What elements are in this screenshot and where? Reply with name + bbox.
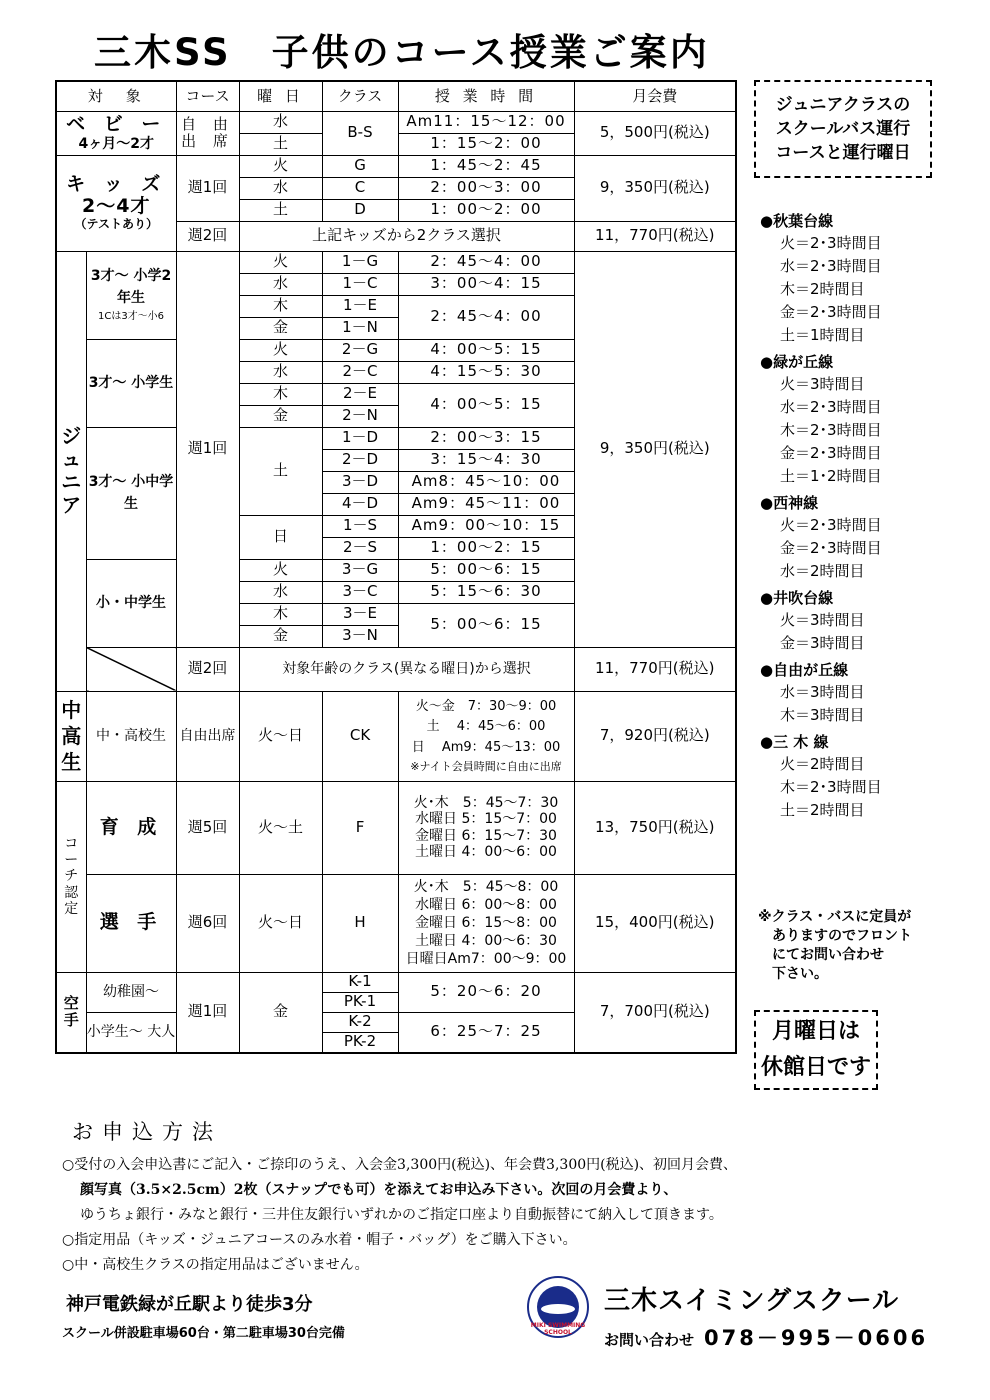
- closed-line: 休館日です: [760, 1055, 871, 1080]
- junior-time: 5：00〜6：15: [398, 603, 574, 647]
- junior-time: 5：15〜6：30: [398, 581, 574, 603]
- kids-target: [56, 155, 176, 251]
- route-line: 水＝2時間目: [780, 562, 865, 580]
- kids-age: 2〜4才: [82, 195, 151, 218]
- access-info: 神戸電鉄緑が丘駅より徒歩3分: [66, 1294, 313, 1315]
- route-line: 木＝2時間目: [780, 280, 865, 298]
- junior-class: 1－C: [322, 273, 398, 295]
- high-day: 火〜日: [239, 691, 322, 781]
- junior-select: 対象年齢のクラス(異なる曜日)から選択: [239, 647, 574, 691]
- route-line: 水＝2･3時間目: [780, 398, 882, 416]
- karate-time: 5：20〜6：20: [398, 972, 574, 1012]
- route-line: 火＝3時間目: [780, 611, 865, 629]
- junior-time: 3：00〜4：15: [398, 273, 574, 295]
- baby-fee: 5，500円(税込): [574, 111, 736, 155]
- route-line: 木＝2･3時間目: [780, 421, 882, 439]
- junior-time: 2：45〜4：00: [398, 251, 574, 273]
- high-time: 日 Am9：45〜13：00: [411, 739, 561, 755]
- junior-time: 4：00〜5：15: [398, 339, 574, 361]
- junior-class: 1－D: [322, 427, 398, 449]
- ikusei-label: 育 成: [86, 781, 176, 874]
- karate-fee: 7，700円(税込): [574, 972, 736, 1053]
- ikusei-time: 火･木 5：45〜7：30: [413, 795, 559, 812]
- kids-day: 土: [239, 199, 322, 221]
- apply-heading: お申込方法: [72, 1120, 222, 1144]
- karate-course: 週1回: [176, 972, 239, 1053]
- route-name: ●西神線: [760, 494, 819, 512]
- kids-time: 1：45〜2：45: [398, 155, 574, 177]
- junior-g1-note: 1Cは3才〜小6: [97, 311, 165, 323]
- high-fee: 7，920円(税込): [574, 691, 736, 781]
- junior-time: 2：45〜4：00: [398, 295, 574, 339]
- baby-day-2: 土: [239, 133, 322, 155]
- route-line: 土＝1時間目: [780, 326, 865, 344]
- phone-number: 078－995－0606: [704, 1326, 929, 1350]
- ikusei-times: [398, 781, 574, 874]
- karate-time: 6：25〜7：25: [398, 1012, 574, 1053]
- header-target: 対 象: [56, 81, 176, 111]
- junior-class: 1－G: [322, 251, 398, 273]
- junior-day: 火: [239, 339, 322, 361]
- junior-time: 5：00〜6：15: [398, 559, 574, 581]
- baby-day-1: 水: [239, 111, 322, 133]
- junior-class: 1－S: [322, 515, 398, 537]
- baby-label: ベ ビ ー: [66, 113, 167, 136]
- senshu-fee: 15，400円(税込): [574, 874, 736, 972]
- junior-g4-label: 小・中学生: [86, 559, 176, 647]
- kids-fee-1: 9，350円(税込): [574, 155, 736, 221]
- bus-box-line: コースと運行曜日: [775, 142, 911, 163]
- junior-class: 2－C: [322, 361, 398, 383]
- junior-class: 2－S: [322, 537, 398, 559]
- kids-class: C: [322, 177, 398, 199]
- header-fee: 月会費: [574, 81, 736, 111]
- junior-class: 3－C: [322, 581, 398, 603]
- bus-box-line: ジュニアクラスの: [775, 95, 911, 115]
- ikusei-time: 土曜日 4：00〜6：00: [415, 843, 557, 860]
- high-label: 中 高 生: [56, 691, 86, 781]
- junior-day-sun: 日: [239, 515, 322, 559]
- junior-time: 1：00〜2：15: [398, 537, 574, 559]
- note-line: ありますのでフロント: [772, 927, 912, 944]
- junior-class: 1－E: [322, 295, 398, 317]
- junior-class: 2－E: [322, 383, 398, 405]
- karate-class: PK-2: [322, 1032, 398, 1053]
- junior-course: 週1回: [176, 251, 239, 647]
- junior-day: 木: [239, 603, 322, 625]
- apply-line: ○中・高校生クラスの指定用品はございません。: [62, 1257, 369, 1273]
- high-note: ※ナイト会員時間に自由に出席: [410, 759, 562, 773]
- logo-wave: [541, 1304, 575, 1314]
- junior-time: 4：15〜5：30: [398, 361, 574, 383]
- high-class: CK: [322, 691, 398, 781]
- parking-info: スクール併設駐車場60台・第二駐車場30台完備: [62, 1326, 345, 1341]
- junior-g1-target: [86, 251, 176, 339]
- kids-class: D: [322, 199, 398, 221]
- school-name: 三木スイミングスクール: [604, 1286, 900, 1316]
- contact-info: [604, 1322, 928, 1352]
- senshu-time: 火･木 5：45〜8：00: [413, 878, 559, 895]
- junior-course-2: 週2回: [176, 647, 239, 691]
- apply-instructions: [62, 1153, 962, 1278]
- junior-class: 3－N: [322, 625, 398, 647]
- closed-line: 月曜日は: [771, 1019, 860, 1044]
- bus-route: [760, 492, 980, 583]
- kids-day: 火: [239, 155, 322, 177]
- bus-route: [760, 351, 980, 488]
- high-times: [398, 691, 574, 781]
- bus-route: [760, 210, 980, 347]
- junior-class: 2－N: [322, 405, 398, 427]
- ikusei-time: 水曜日 5：15〜7：00: [415, 811, 557, 828]
- note-line: にてお問い合わせ: [772, 946, 884, 963]
- header-course: コース: [176, 81, 239, 111]
- karate-class: PK-1: [322, 992, 398, 1012]
- contact-label: お問い合わせ: [604, 1331, 695, 1349]
- senshu-class: H: [322, 874, 398, 972]
- junior-class: 3－G: [322, 559, 398, 581]
- kids-fee-2: 11，770円(税込): [574, 221, 736, 251]
- senshu-time: 金曜日 6：15〜8：00: [415, 914, 557, 931]
- junior-day: 火: [239, 251, 322, 273]
- bus-route: [760, 731, 980, 822]
- note-line: ※クラス・バスに定員が: [758, 909, 912, 925]
- header-day: 曜 日: [239, 81, 322, 111]
- senshu-time: 水曜日 6：00〜8：00: [415, 896, 557, 913]
- bus-routes: [760, 206, 980, 822]
- route-name: ●井吹台線: [760, 589, 834, 607]
- route-name: ●緑が丘線: [760, 353, 834, 371]
- route-line: 木＝2･3時間目: [780, 778, 882, 796]
- route-name: ●自由が丘線: [760, 661, 849, 679]
- page-title: 三木SS 子供のコース授業ご案内: [94, 31, 710, 74]
- junior-day: 木: [239, 295, 322, 317]
- baby-course: 自 由 出 席: [176, 111, 239, 155]
- junior-time: 3：15〜4：30: [398, 449, 574, 471]
- junior-class: 3－D: [322, 471, 398, 493]
- junior-day: 木: [239, 383, 322, 405]
- route-line: 土＝2時間目: [780, 801, 865, 819]
- route-line: 火＝2･3時間目: [780, 516, 882, 534]
- route-line: 火＝3時間目: [780, 375, 865, 393]
- senshu-course: 週6回: [176, 874, 239, 972]
- junior-day: 水: [239, 361, 322, 383]
- bus-box-line: スクールバス運行: [775, 118, 911, 139]
- route-name: ●秋葉台線: [760, 212, 834, 230]
- junior-class: 1－N: [322, 317, 398, 339]
- junior-g3-label: 3才〜 小中学生: [86, 427, 176, 559]
- kids-class: G: [322, 155, 398, 177]
- junior-class: 4－D: [322, 493, 398, 515]
- karate-target-1: 幼稚園〜: [86, 972, 176, 1012]
- diagonal-cell: [86, 647, 176, 691]
- route-line: 水＝2･3時間目: [780, 257, 882, 275]
- junior-fee: 9，350円(税込): [574, 251, 736, 647]
- junior-day: 火: [239, 559, 322, 581]
- junior-day: 金: [239, 625, 322, 647]
- junior-label: ジ ュ ニ ア: [56, 251, 86, 691]
- karate-target-2: 小学生〜 大人: [86, 1012, 176, 1053]
- junior-fee-2: 11，770円(税込): [574, 647, 736, 691]
- baby-target: [56, 111, 176, 155]
- apply-line: ゆうちょ銀行・みなと銀行・三井住友銀行いずれかのご指定口座より自動振替にて納入して頂きます。: [80, 1207, 723, 1223]
- route-line: 木＝3時間目: [780, 706, 865, 724]
- junior-g1-label: 3才〜 小学2年生: [90, 267, 172, 306]
- bus-route: [760, 659, 980, 727]
- junior-time: 4：00〜5：15: [398, 383, 574, 427]
- baby-class: B-S: [322, 111, 398, 155]
- kids-time: 1：00〜2：00: [398, 199, 574, 221]
- high-course: 自由出席: [176, 691, 239, 781]
- high-time: 土 4：45〜6：00: [426, 719, 546, 735]
- junior-day: 金: [239, 405, 322, 427]
- header-class: クラス: [322, 81, 398, 111]
- route-line: 土＝1･2時間目: [780, 467, 882, 485]
- junior-day: 水: [239, 273, 322, 295]
- kids-label: キ ッ ズ: [66, 173, 167, 196]
- kids-course-2: 週2回: [176, 221, 239, 251]
- bus-route: [760, 587, 980, 655]
- high-time: 火〜金 7：30〜9：00: [415, 699, 557, 715]
- senshu-time: 土曜日 4：00〜6：30: [415, 933, 557, 950]
- route-line: 水＝3時間目: [780, 683, 865, 701]
- junior-class: 2－D: [322, 449, 398, 471]
- course-schedule-table: [55, 80, 737, 1054]
- junior-day: 水: [239, 581, 322, 603]
- route-line: 火＝2時間目: [780, 755, 865, 773]
- karate-class: K-2: [322, 1012, 398, 1032]
- apply-line: 顔写真（3.5×2.5cm）2枚（スナップでも可）を添えてお申込み下さい。次回の月会費より、: [80, 1182, 678, 1198]
- ikusei-time: 金曜日 6：15〜7：30: [415, 827, 557, 844]
- ikusei-class: F: [322, 781, 398, 874]
- header-time: 授 業 時 間: [398, 81, 574, 111]
- baby-time-1: Am11：15〜12：00: [398, 111, 574, 133]
- karate-class: K-1: [322, 972, 398, 992]
- bus-capacity-note: [758, 908, 948, 984]
- senshu-time: 日曜日Am7：00〜9：00: [405, 951, 567, 968]
- baby-age: 4ヶ月〜2才: [78, 135, 154, 152]
- junior-time: Am9：45〜11：00: [398, 493, 574, 515]
- kids-select: 上記キッズから2クラス選択: [239, 221, 574, 251]
- junior-day-sat: 土: [239, 427, 322, 515]
- ikusei-fee: 13，750円(税込): [574, 781, 736, 874]
- junior-time: 2：00〜3：15: [398, 427, 574, 449]
- logo-text: MIKI SWIMMING SCHOOL: [530, 1322, 586, 1336]
- senshu-times: [398, 874, 574, 972]
- closed-day-box: [754, 1010, 878, 1090]
- kids-day: 水: [239, 177, 322, 199]
- route-line: 金＝3時間目: [780, 634, 865, 652]
- note-line: 下さい。: [772, 965, 828, 982]
- ikusei-course: 週5回: [176, 781, 239, 874]
- karate-label: 空 手: [56, 972, 86, 1053]
- junior-time: Am9：00〜10：15: [398, 515, 574, 537]
- baby-time-2: 1：15〜2：00: [398, 133, 574, 155]
- ikusei-day: 火〜土: [239, 781, 322, 874]
- karate-day: 金: [239, 972, 322, 1053]
- route-line: 火＝2･3時間目: [780, 234, 882, 252]
- kids-time: 2：00〜3：00: [398, 177, 574, 199]
- senshu-day: 火〜日: [239, 874, 322, 972]
- school-logo-icon: [527, 1276, 589, 1338]
- route-line: 金＝2･3時間目: [780, 444, 882, 462]
- kids-course-1: 週1回: [176, 155, 239, 221]
- route-line: 金＝2･3時間目: [780, 303, 882, 321]
- apply-line: ○指定用品（キッズ・ジュニアコースのみ水着・帽子・バッグ）をご購入下さい。: [62, 1232, 577, 1248]
- route-line: 金＝2･3時間目: [780, 539, 882, 557]
- apply-line: ○受付の入会申込書にご記入・ご捺印のうえ、入会金3,300円(税込)、年会費3,300円(税込)、初回月会費、: [62, 1157, 738, 1173]
- bus-info-box: [754, 80, 932, 178]
- route-name: ●三 木 線: [760, 733, 829, 751]
- coach-label: コ ー チ 認 定: [56, 781, 86, 972]
- junior-g2-label: 3才〜 小学生: [86, 339, 176, 427]
- kids-note: （テストあり）: [74, 216, 159, 231]
- junior-day: 金: [239, 317, 322, 339]
- junior-time: Am8：45〜10：00: [398, 471, 574, 493]
- senshu-label: 選 手: [86, 874, 176, 972]
- junior-class: 2－G: [322, 339, 398, 361]
- high-target: 中・高校生: [86, 691, 176, 781]
- junior-class: 3－E: [322, 603, 398, 625]
